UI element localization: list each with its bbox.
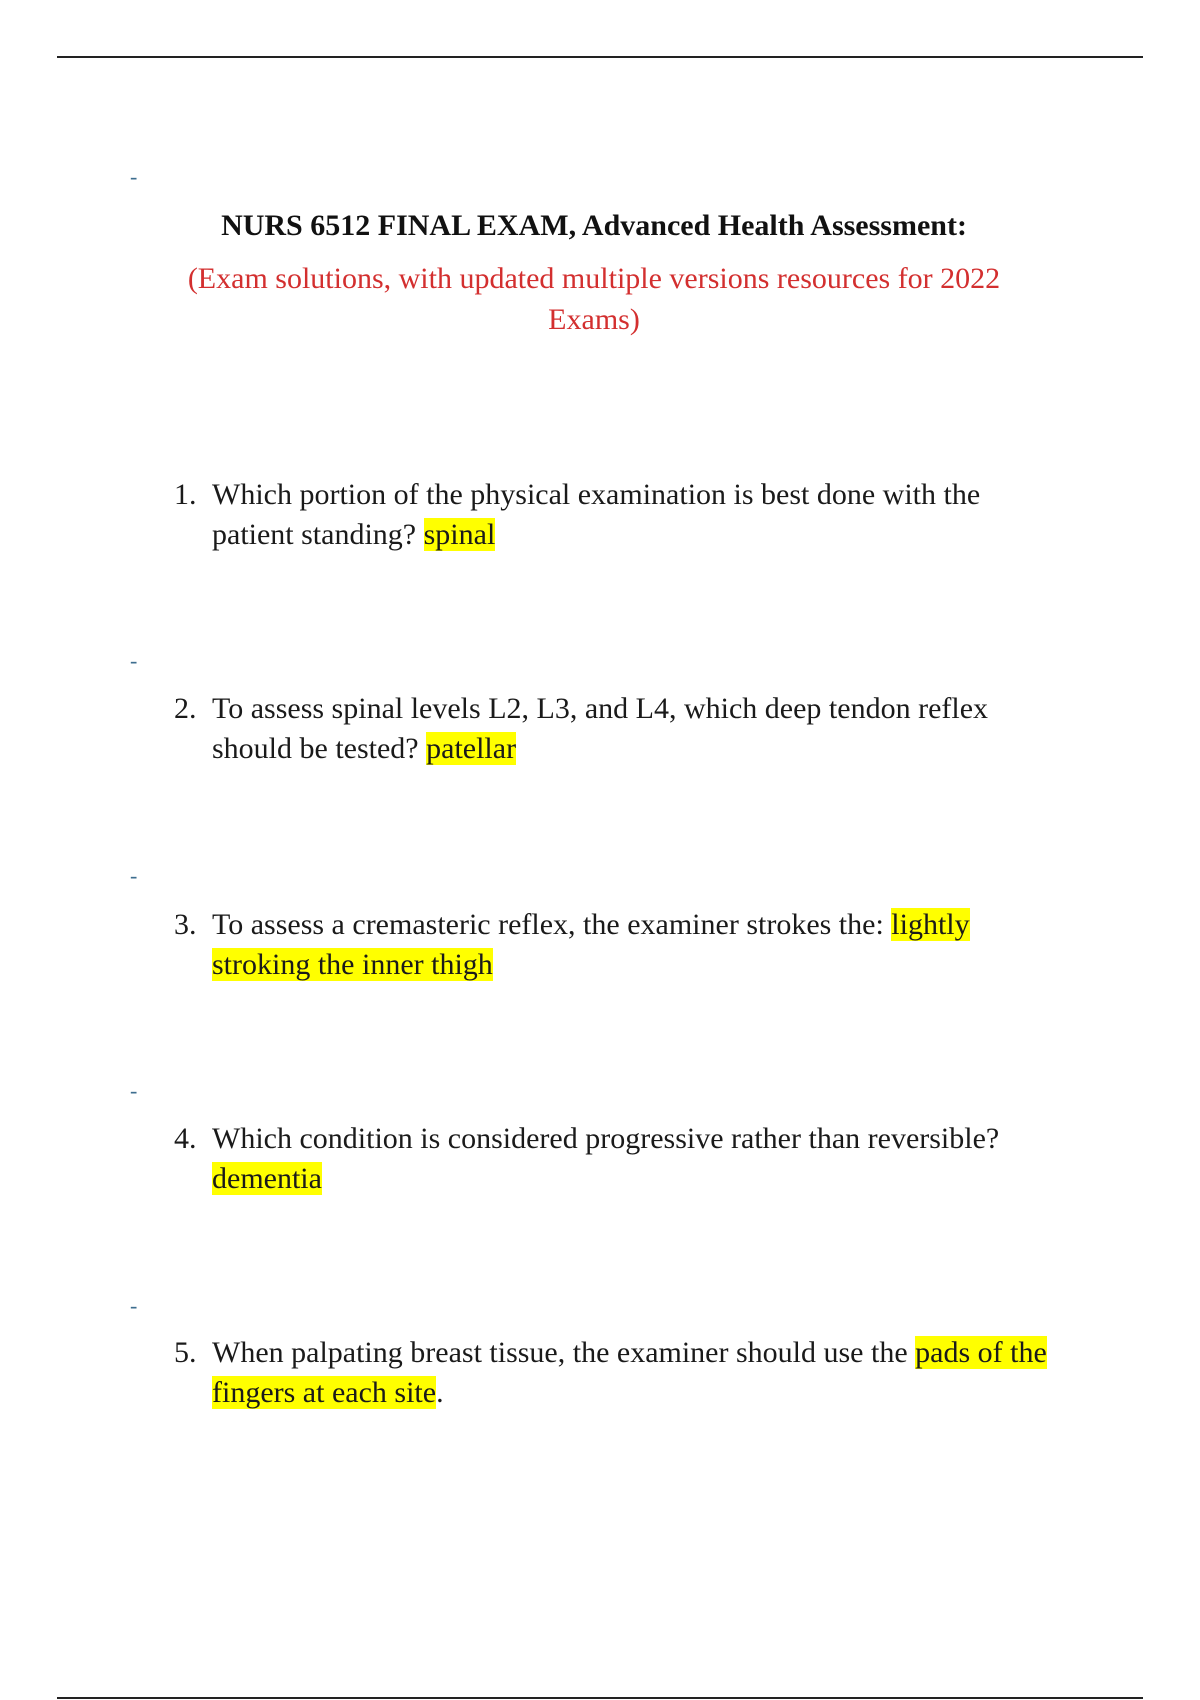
question-item [174,905,1054,985]
question-text [212,1119,1054,1199]
bottom-rule [57,1697,1143,1699]
separator-dash: - [130,1078,138,1103]
separator-dash: - [130,863,138,888]
separator-dash: - [130,1293,138,1318]
separator-dash: - [130,164,138,189]
top-rule [57,56,1143,58]
question-prompt: When palpating breast tissue, the examiner should use the [212,1336,916,1369]
question-item [174,475,1054,555]
question-prompt: To assess a cremasteric reflex, the examiner strokes the: [212,908,892,941]
answer-highlight: lightly stroking the inner thigh [212,908,970,981]
question-item [174,689,1054,769]
question-prompt: Which portion of the physical examination is best done with the patient standing? [212,478,981,551]
question-number: 3. [174,908,197,941]
question-number: 5. [174,1336,197,1369]
document-subtitle: (Exam solutions, with updated multiple versions resources for 2022 Exams) [187,262,1001,336]
question-text [212,475,1054,555]
question-item [174,1119,1054,1199]
question-number: 1. [174,478,197,511]
question-number: 2. [174,692,197,725]
answer-highlight: spinal [423,518,496,551]
question-prompt: Which condition is considered progressive rather than reversible? [212,1122,1000,1155]
separator-dash: - [130,648,138,673]
question-text [212,689,1054,769]
question-number: 4. [174,1122,197,1155]
answer-highlight: pads of the fingers at each site [212,1336,1047,1409]
question-text [212,1333,1054,1413]
question-item [174,1333,1054,1413]
answer-trailing: . [436,1376,444,1409]
document-title: NURS 6512 FINAL EXAM, Advanced Health Assessment: [221,209,967,242]
question-prompt: To assess spinal levels L2, L3, and L4, which deep tendon reflex should be tested? [212,692,989,765]
answer-highlight: patellar [426,732,517,765]
answer-highlight: dementia [212,1162,322,1195]
question-text [212,905,1054,985]
